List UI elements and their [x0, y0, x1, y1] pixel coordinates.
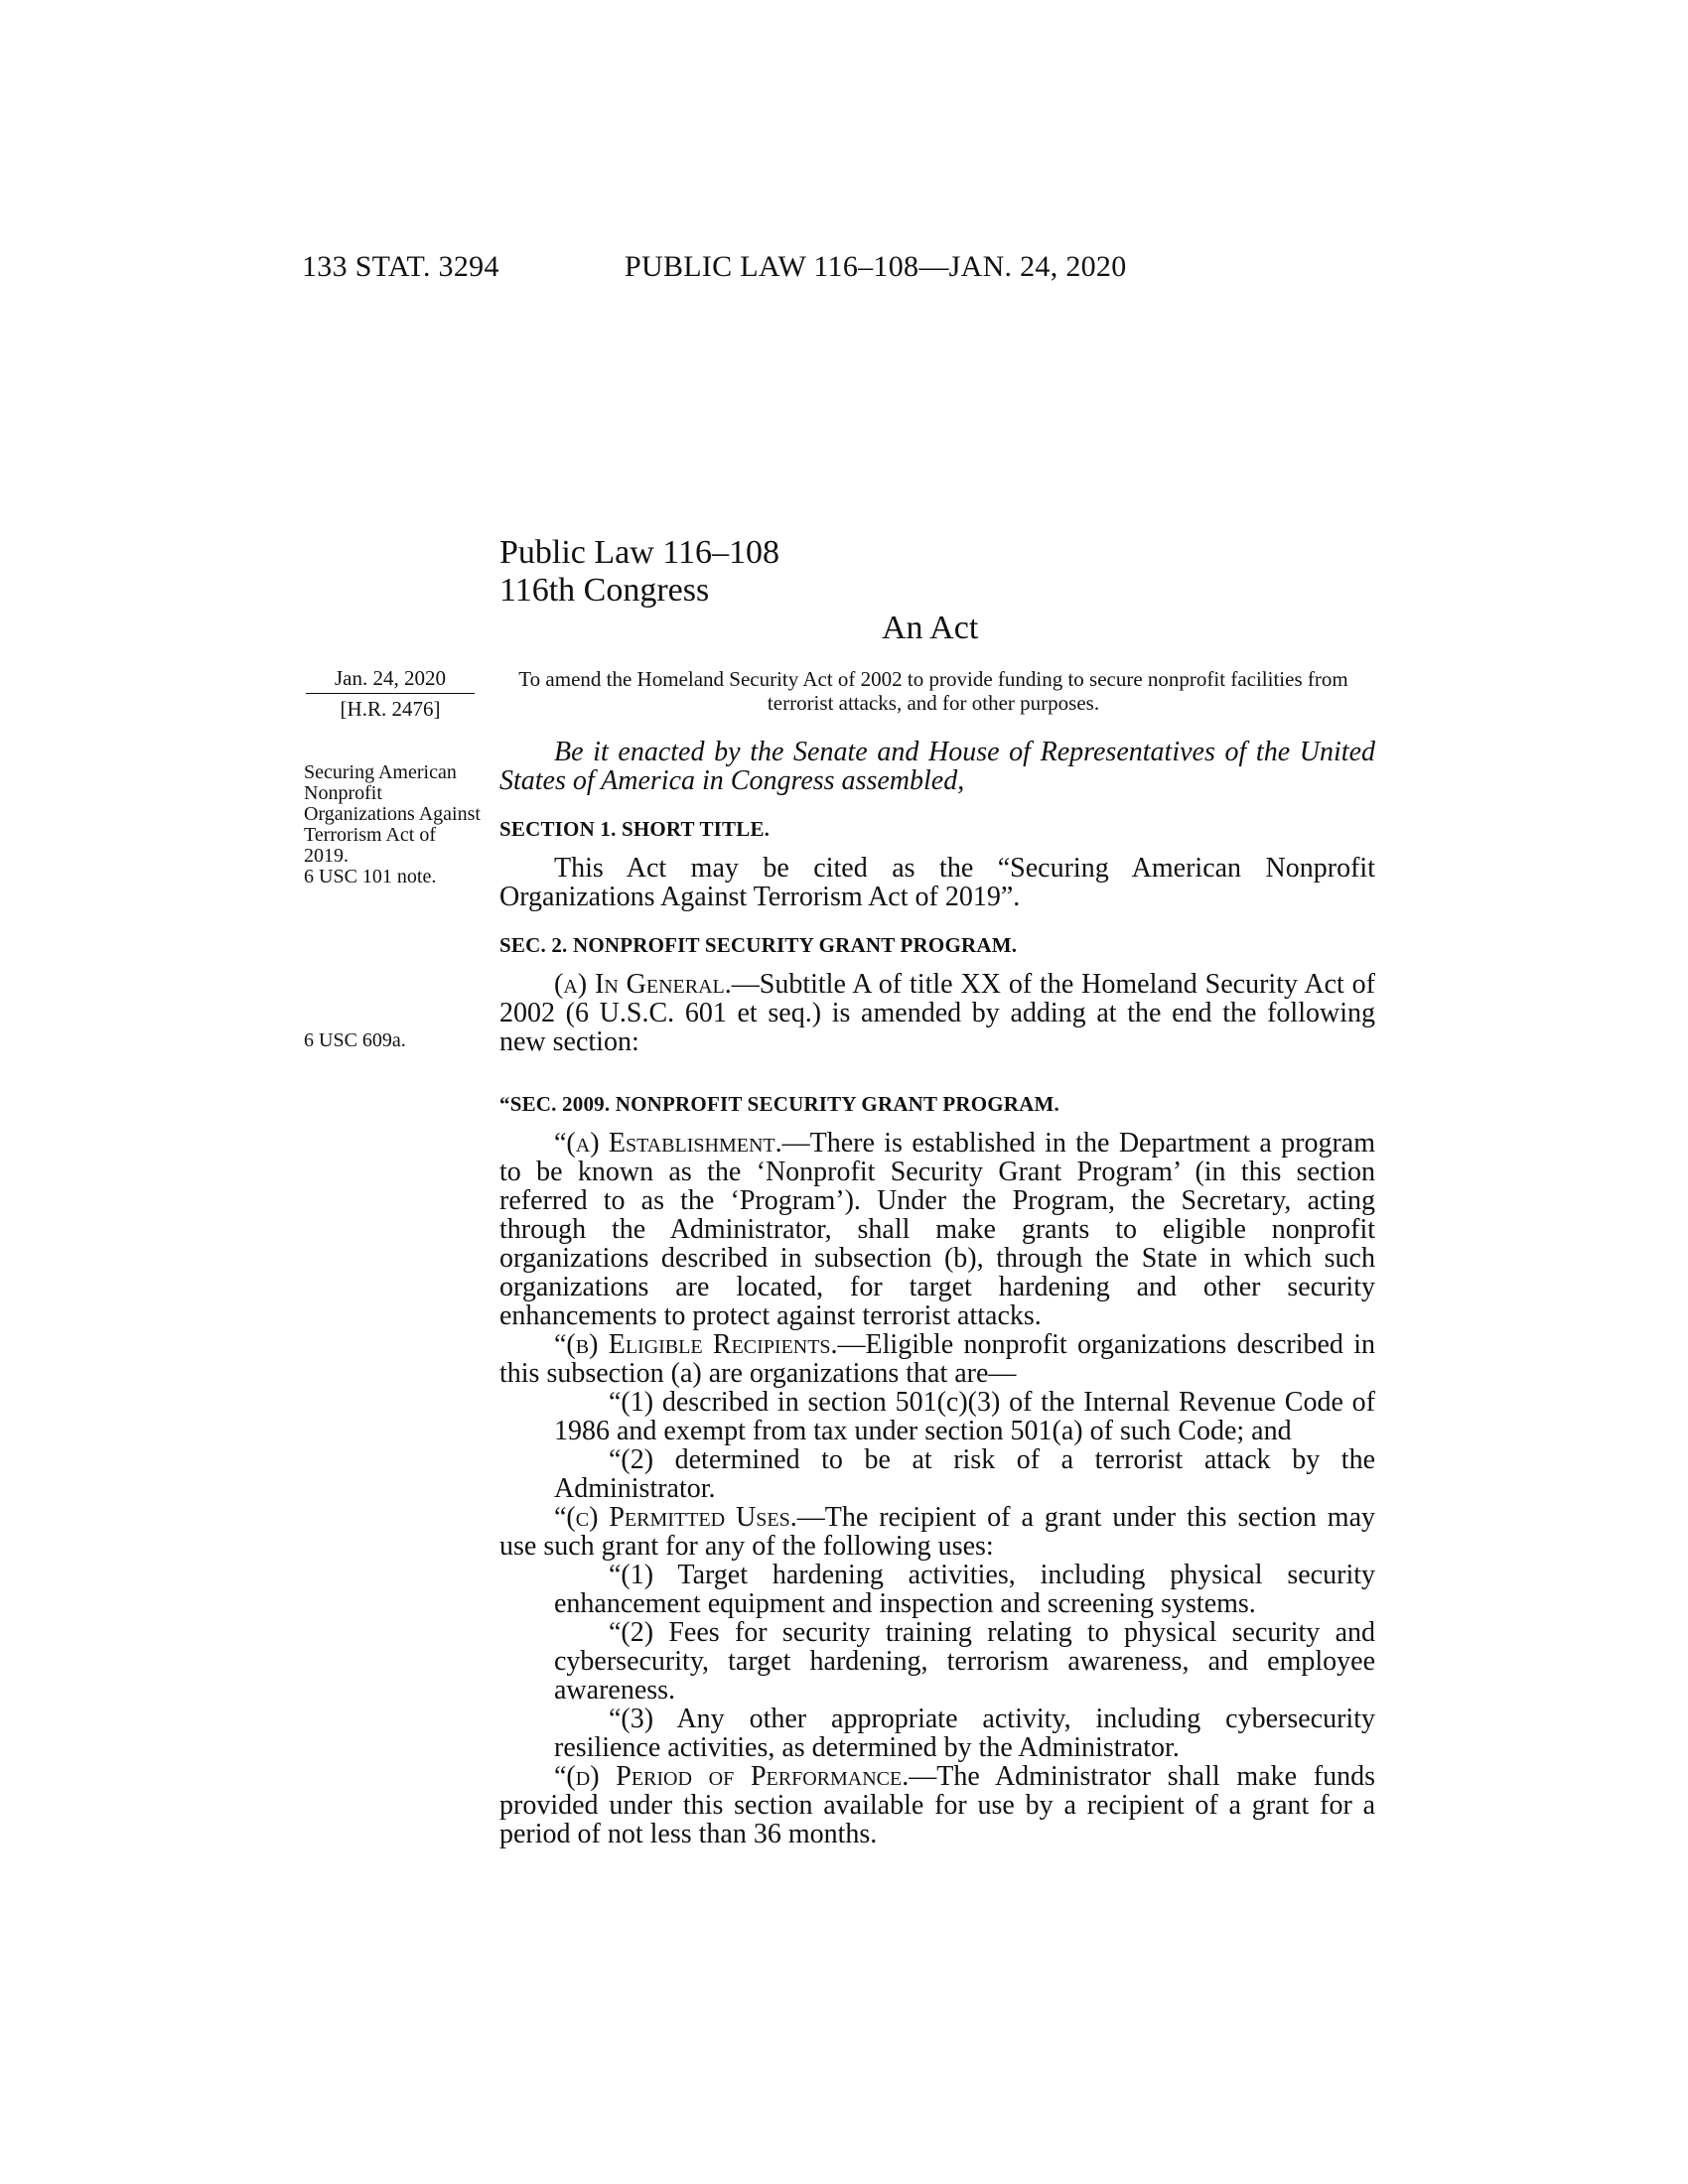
margin-note-short-title — [304, 762, 483, 887]
subsection-a — [499, 1129, 1375, 1330]
margin-short-title-usc: 6 USC 101 note. — [304, 866, 437, 887]
margin-note-sec2009 — [304, 1030, 483, 1051]
margin-date-block — [306, 665, 475, 722]
section-2a-paragraph — [499, 970, 1375, 1056]
purpose-statement: To amend the Homeland Security Act of 2002 to provide funding to secure nonprofit facilities from terrorist attacks, and for other purposes. — [518, 667, 1348, 715]
public-law-title: Public Law 116–108 — [499, 534, 780, 571]
section-2009-heading: “SEC. 2009. NONPROFIT SECURITY GRANT PROGRAM. — [499, 1092, 1059, 1116]
subsection-c-text: —The recipient of a grant under this section may use such grant for any of the following uses: — [499, 1502, 1376, 1562]
section-1-text: This Act may be cited as the “Securing American Nonprofit Organizations Against Terrorism Act of 2019”. — [499, 853, 1375, 912]
subsection-b-label: “(b) Eligible Recipients. — [554, 1329, 838, 1360]
subsection-d-text: —The Administrator shall make funds provided under this section available for use by a recipient of a grant for a period of not less than 36 months. — [499, 1761, 1375, 1849]
subsection-a-text: —There is established in the Department a program to be known as the ‘Nonprofit Security Grant Program’ (in this section referred to as the ‘Program’). Under the Program, the Secretary, acting through the Administrator, shall make grants to eligible nonprofit organizations described in subsection (b), through the State in which such organizations are located, for target hardening and other security enhancements to protect against terrorist attacks. — [499, 1128, 1376, 1331]
subsection-c-2: “(2) Fees for security training relating to physical security and cybersecurity, target hardening, terrorism awareness, and employee awareness. — [554, 1617, 1375, 1706]
subsection-c-3: “(3) Any other appropriate activity, including cybersecurity resilience activities, as determined by the Administrator. — [554, 1704, 1375, 1763]
subsection-d-label: “(d) Period of Performance. — [554, 1761, 910, 1792]
subsection-b-text: —Eligible nonprofit organizations described in this subsection (a) are organizations that are— — [499, 1329, 1375, 1389]
margin-rule — [306, 693, 475, 694]
subsection-b — [499, 1330, 1375, 1388]
enacting-clause: Be it enacted by the Senate and House of Representatives of the United States of America in Congress assembled, — [499, 737, 1375, 796]
margin-bill-number: [H.R. 2476] — [340, 697, 441, 721]
congress-title: 116th Congress — [499, 572, 710, 609]
margin-date: Jan. 24, 2020 — [335, 666, 446, 690]
section-2a-label: (a) In General. — [554, 969, 732, 1000]
title-block — [499, 534, 779, 610]
main-body — [499, 738, 1375, 1848]
margin-sec2009-usc: 6 USC 609a. — [304, 1029, 406, 1051]
subsection-c-label: “(c) Permitted Uses. — [554, 1502, 797, 1533]
subsection-c-1: “(1) Target hardening activities, including physical security enhancement equipment and inspection and screening systems. — [554, 1560, 1375, 1619]
law-and-date: PUBLIC LAW 116–108—JAN. 24, 2020 — [625, 250, 1127, 283]
subsection-a-label: “(a) Establishment. — [554, 1128, 782, 1159]
an-act-heading: An Act — [882, 610, 979, 646]
page-number: 133 STAT. 3294 — [302, 250, 499, 283]
section-1-heading: SECTION 1. SHORT TITLE. — [499, 817, 771, 841]
subsection-b-2: “(2) determined to be at risk of a terrorist attack by the Administrator. — [554, 1444, 1375, 1504]
subsection-c — [499, 1503, 1375, 1561]
margin-short-title-text: Securing American Nonprofit Organizations Against Terrorism Act of 2019. — [304, 761, 481, 867]
section-2a-text: —Subtitle A of title XX of the Homeland Security Act of 2002 (6 U.S.C. 601 et seq.) is amended by adding at the end the following new section: — [499, 969, 1375, 1057]
section-2-heading: SEC. 2. NONPROFIT SECURITY GRANT PROGRAM. — [499, 933, 1018, 957]
subsection-d — [499, 1762, 1375, 1848]
subsection-b-1: “(1) described in section 501(c)(3) of the Internal Revenue Code of 1986 and exempt from tax under section 501(a) of such Code; and — [554, 1387, 1375, 1446]
